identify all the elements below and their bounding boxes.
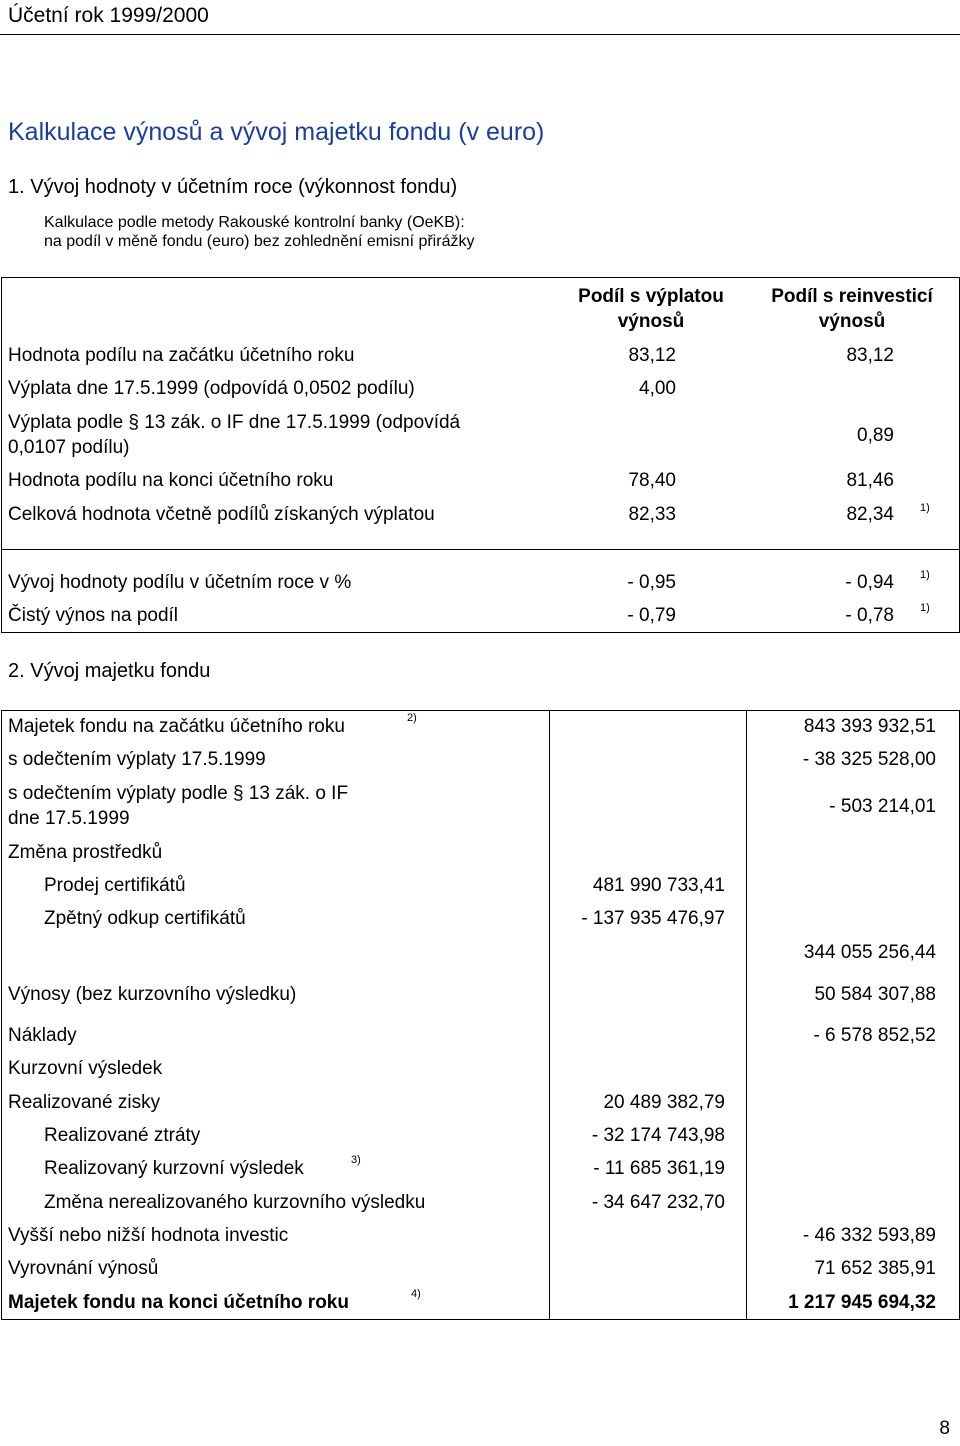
footnote-marker: 1) [920,569,930,581]
table-cell: - 32 174 743,98 [591,1125,725,1146]
table-row-label: Čistý výnos na podíl [8,605,179,626]
table-cell: 344 055 256,44 [803,942,936,963]
col2-header: Podíl s reinvesticí [771,286,933,307]
table-cell: - 34 647 232,70 [591,1192,725,1213]
footnote-marker: 2) [407,712,417,724]
col2-header: výnosů [818,311,886,332]
footnote-marker: 1) [920,602,930,614]
table-row-label: 0,0107 podílu) [8,437,130,458]
table-row-label: Hodnota podílu na konci účetního roku [8,470,334,491]
footnote-marker: 3) [351,1154,361,1166]
section1-subtitle-line1: Kalkulace podle metody Rakouské kontrolní banky (OeKB): [44,214,465,231]
table-divider [1,549,960,550]
table-cell: - 6 578 852,52 [813,1025,936,1046]
table-cell: 82,34 [846,504,894,525]
table-row-label: Výnosy (bez kurzovního výsledku) [8,984,297,1005]
table-row-label: Majetek fondu na konci účetního roku [8,1292,349,1313]
table-cell: - 38 325 528,00 [802,749,936,770]
table-row-label: dne 17.5.1999 [8,808,130,829]
footnote-marker: 1) [920,502,930,514]
table-cell: 81,46 [846,470,894,491]
table-column-divider [746,710,747,1320]
table-row-label: Vývoj hodnoty podílu v účetním roce v % [8,572,352,593]
table-cell: - 46 332 593,89 [802,1225,936,1246]
footnote-marker: 4) [411,1288,421,1300]
table-cell: 4,00 [639,378,676,399]
table-cell: 0,89 [857,425,894,446]
table-row-label: Změna prostředků [8,842,163,863]
table-row-label: Vyšší nebo nižší hodnota investic [8,1225,289,1246]
table-row-label: Výplata podle § 13 zák. o IF dne 17.5.1999 (odpovídá [8,412,461,433]
col1-header: výnosů [617,311,685,332]
table-cell: - 137 935 476,97 [581,908,725,929]
table-row-label: Vyrovnání výnosů [8,1258,159,1279]
table-row-label: Zpětný odkup certifikátů [44,908,246,929]
table-cell: - 0,79 [627,605,676,626]
table-row-label: Realizované ztráty [44,1125,201,1146]
table-row-label: s odečtením výplaty podle § 13 zák. o IF [8,783,349,804]
col1-header: Podíl s výplatou [578,286,724,307]
table-cell: 78,40 [628,470,676,491]
table-cell: 50 584 307,88 [814,984,936,1005]
section2-title: 2. Vývoj majetku fondu [8,660,211,682]
table-cell: 481 990 733,41 [592,875,725,896]
section1-subtitle-line2: na podíl v měně fondu (euro) bez zohlednění emisní přirážky [44,233,475,250]
table-cell: - 0,95 [627,572,676,593]
table-cell: - 0,94 [845,572,894,593]
table-row-label: Výplata dne 17.5.1999 (odpovídá 0,0502 podílu) [8,378,415,399]
table-cell: - 11 685 361,19 [593,1158,725,1179]
table-row-label: Změna nerealizovaného kurzovního výsledku [44,1192,426,1213]
table-cell: 82,33 [628,504,676,525]
table-row-label: Majetek fondu na začátku účetního roku [8,716,345,737]
table-row-label: Hodnota podílu na začátku účetního roku [8,345,355,366]
page-title: Kalkulace výnosů a vývoj majetku fondu (v euro) [8,118,545,146]
table-cell: 83,12 [628,345,676,366]
page-header-title: Účetní rok 1999/2000 [8,4,209,27]
table-cell: 843 393 932,51 [803,716,936,737]
table-cell: 83,12 [846,345,894,366]
table-row-label: s odečtením výplaty 17.5.1999 [8,749,266,770]
table-row-label: Náklady [8,1025,77,1046]
table-cell: 20 489 382,79 [603,1092,725,1113]
table-column-divider [549,710,550,1320]
table-cell: - 0,78 [845,605,894,626]
table-cell: 71 652 385,91 [814,1258,936,1279]
table-row-label: Celková hodnota včetně podílů získaných výplatou [8,504,435,525]
table-cell: - 503 214,01 [829,796,936,817]
section1-title: 1. Vývoj hodnoty v účetním roce (výkonnost fondu) [8,176,458,198]
table-row-label: Kurzovní výsledek [8,1058,163,1079]
header-divider [0,34,960,35]
table-cell: 1 217 945 694,32 [788,1292,936,1313]
table-row-label: Realizované zisky [8,1092,161,1113]
table-row-label: Prodej certifikátů [44,875,186,896]
table-row-label: Realizovaný kurzovní výsledek [44,1158,304,1179]
page-number: 8 [939,1418,950,1439]
